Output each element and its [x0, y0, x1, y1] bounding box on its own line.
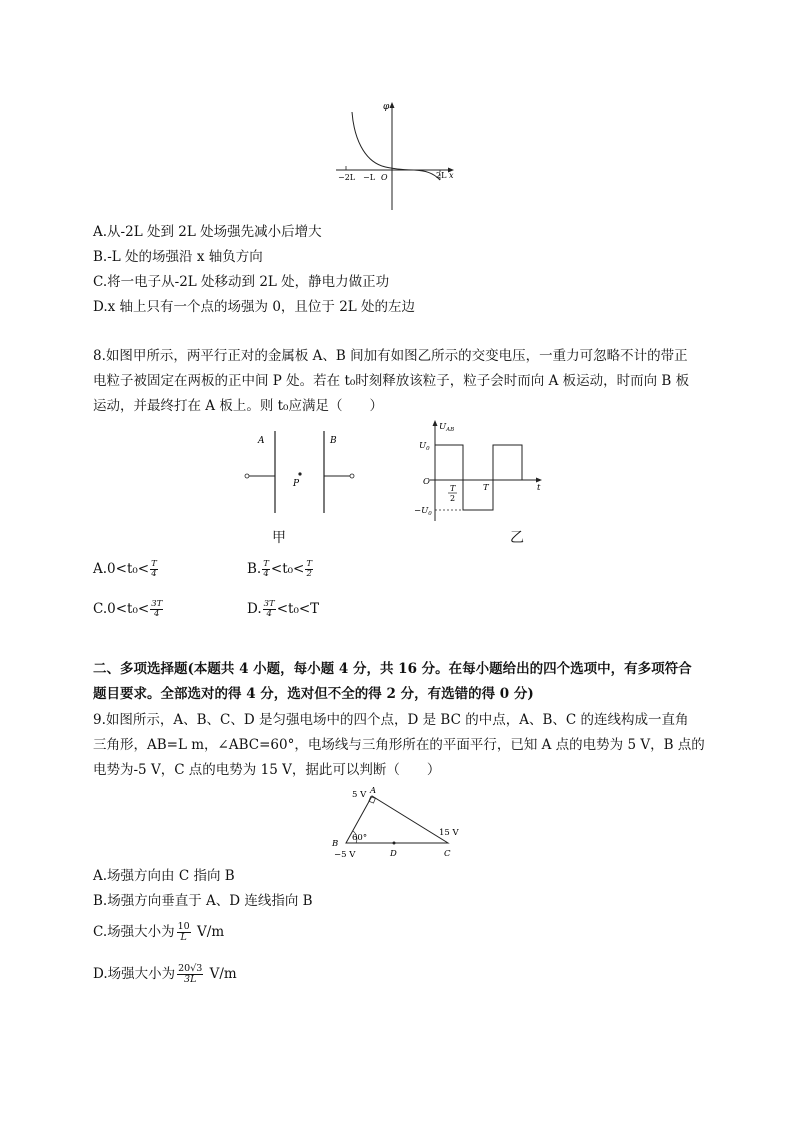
u-label: $U_{AB}$ — [439, 422, 455, 433]
tick-2L: 2L — [436, 171, 447, 180]
tick-m2L: −2L — [338, 173, 356, 182]
q7-option-b: B.-L 处的场强沿 x 轴负方向 — [93, 249, 263, 265]
t-axis-arrow — [536, 478, 542, 483]
origin-label: O — [423, 477, 430, 487]
label-vc: 15 V — [439, 828, 459, 838]
x-label: x — [449, 171, 454, 180]
phi-axis-arrow — [390, 102, 395, 108]
q8-caption-yi: 乙 — [510, 530, 524, 546]
q8-option-c: C.0<t₀< $\frac{3T}{4}$ — [93, 599, 163, 619]
label-b: B — [332, 839, 339, 849]
u-axis-arrow — [433, 420, 438, 426]
q9-option-a: A.场强方向由 C 指向 B — [93, 868, 235, 884]
q9-option-b: B.场强方向垂直于 A、D 连线指向 B — [93, 893, 313, 909]
point-d — [393, 842, 396, 845]
q9-option-d: D.场强大小为 $\frac{20√3}{3L}$ V/m — [93, 963, 237, 985]
label-d: D — [390, 849, 397, 859]
q8-figure-plates — [240, 428, 360, 518]
q7-option-c: C.将一电子从-2L 处移动到 2L 处，静电力做正功 — [93, 274, 390, 290]
point-p — [298, 472, 301, 475]
section2-title-line2: 题目要求。全部选对的得 4 分，选对但不全的得 2 分，有选错的得 0 分) — [93, 686, 534, 702]
q9-stem-line2: 三角形，AB=L m，∠ABC=60°，电场线与三角形所在的平面平行，已知 A 点的电势为 5 V，B 点的 — [93, 737, 705, 753]
q9-option-c: C.场强大小为 $\frac{10}{L}$ V/m — [93, 921, 225, 943]
q7-potential-graph — [330, 98, 460, 213]
label-p: P — [293, 479, 300, 489]
phi-label: φ — [383, 102, 390, 112]
t-label: T — [483, 483, 489, 493]
half-t-num: T — [450, 484, 456, 493]
terminal-a — [245, 474, 249, 478]
q9-stem-line3: 电势为-5 V，C 点的电势为 15 V，据此可以判断（ ） — [93, 762, 441, 778]
q8-option-a: A.0<t₀< $\frac{T}{4}$ — [93, 559, 157, 579]
half-t-den: 2 — [450, 494, 456, 503]
label-b: B — [330, 436, 337, 446]
t-axis-label: t — [537, 483, 541, 493]
q8-stem-line1: 8.如图甲所示，两平行正对的金属板 A、B 间加有如图乙所示的交变电压，一重力可忽略不计的带正 — [93, 348, 688, 364]
q8-figure-voltage — [410, 418, 550, 522]
voltage-wave — [435, 445, 522, 510]
origin-label: O — [381, 173, 388, 182]
q8-option-d: D. $\frac{3T}{4}$ <t₀<T — [247, 599, 320, 619]
q8-option-b: B. $\frac{T}{4}$ <t₀< $\frac{T}{2}$ — [247, 559, 313, 579]
q8-caption-jia: 甲 — [272, 530, 286, 546]
mu0-label: $-U_0$ — [414, 506, 432, 517]
q8-stem-line2: 电粒子被固定在两板的正中间 P 处。若在 t₀时刻释放该粒子，粒子会时而向 A 板运动，时而向 B 板 — [93, 373, 690, 389]
label-c: C — [444, 849, 451, 859]
u0-label: $U_0$ — [419, 441, 430, 452]
section2-title-line1: 二、多项选择题(本题共 4 小题，每小题 4 分，共 16 分。在每小题给出的四个选项中，有多项符合 — [93, 661, 692, 677]
tick-mL: −L — [363, 173, 376, 182]
q7-option-d: D.x 轴上只有一个点的场强为 0，且位于 2L 处的左边 — [93, 299, 416, 315]
label-a: A — [370, 786, 377, 796]
label-a: A — [258, 436, 265, 446]
label-va: 5 V — [352, 790, 367, 800]
terminal-b — [350, 474, 354, 478]
q9-triangle-figure — [326, 785, 466, 861]
label-vb: −5 V — [334, 850, 356, 860]
label-angle: 60° — [352, 833, 368, 843]
q7-option-a: A.从-2L 处到 2L 处场强先减小后增大 — [93, 224, 322, 240]
q9-stem-line1: 9.如图所示，A、B、C、D 是匀强电场中的四个点，D 是 BC 的中点，A、B、C 的连线构成一直角 — [93, 712, 689, 728]
q8-stem-line3: 运动，并最终打在 A 板上。则 t₀应满足（ ） — [93, 398, 383, 414]
